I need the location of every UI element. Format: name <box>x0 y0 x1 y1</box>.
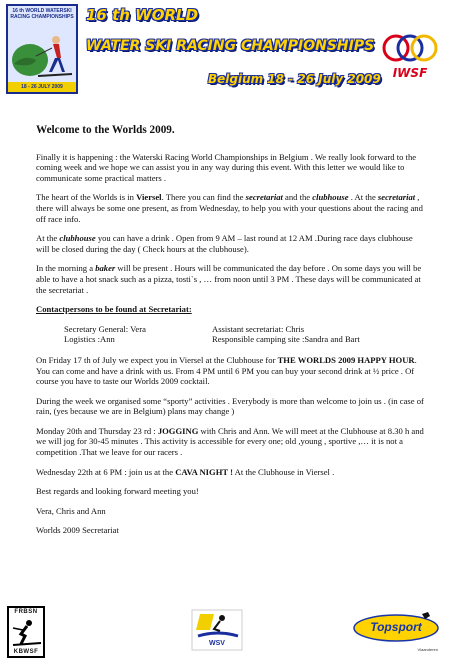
championship-logo-text: 16 th WORLD WATERSKI RACING CHAMPIONSHIPS <box>10 8 74 20</box>
paragraph-baker: In the morning a baker will be present . Hours will be communicated the day before . On some days you will be able to have a hot snack such as a pizza, tosti`s , … from noon until 3 PM . These days will be communicated at the secretariat . <box>36 263 422 295</box>
topsport-logo <box>352 612 440 652</box>
wsv-logo-text: WSV <box>209 640 225 647</box>
letter-body <box>36 125 428 545</box>
paragraph-activities: During the week we organised some “sporty” activities . Everybody is more than welcome to join us . (in case of rain, (yes because we are in Belgium) plans may change ) <box>36 395 424 417</box>
championship-logo-dates: 18 - 26 JULY 2009 <box>8 82 76 92</box>
iwsf-rings-icon <box>380 30 440 66</box>
skier-icon <box>9 618 43 648</box>
frbsn-top-text: FRBSN <box>14 609 38 615</box>
contact-camping: Responsible camping site :Sandra and Bart <box>212 334 360 345</box>
paragraph-regards: Best regards and looking forward meeting you! <box>36 486 199 497</box>
championship-logo <box>6 4 78 94</box>
wsv-emblem-icon <box>190 608 244 652</box>
header-line-3: Belgium 18 - 26 July 2009 <box>208 72 381 86</box>
paragraph-intro: Finally it is happening : the Waterski Racing World Championships in Belgium . We really look forward to the coming week and we hope we can assist you in any way during this event. With this letter we would like to communicate some practical matters . <box>36 151 417 183</box>
header-line-1: 16 th WORLD <box>86 6 199 24</box>
paragraph-jogging: Monday 20th and Thursday 23 rd : JOGGING with Chris and Ann. We will meet at the Clubhouse at 8.30 h and we will jog for 30-45 minutes . This activity is accessible for every one; old ,young , sportive ,… it is not a competition .That we leave for our racers . <box>36 425 424 458</box>
frbsn-bottom-text: KBWSF <box>13 649 39 655</box>
letter-title: Welcome to the Worlds 2009. <box>36 124 175 136</box>
contacts-table <box>36 324 428 345</box>
contact-secretary: Secretary General: Vera <box>64 323 146 334</box>
iwsf-logo-text: IWSF <box>392 66 428 80</box>
paragraph-viersel: The heart of the Worlds is in Viersel. There you can find the secretariat and the clubhouse . At the secretariat , there will always be some one present, as from Wednesday, to help you with your questions about the racing and off race info. <box>36 192 423 224</box>
skier-icon <box>8 30 76 82</box>
paragraph-happy-hour: On Friday 17 th of July we expect you in Viersel at the Clubhouse for THE WORLDS 2009 HAPPY HOUR. You can come and have a drink with us. From 4 PM until 6 PM you can buy your second drink at ½ price . Of course you have to taste our Worlds 2009 cocktail. <box>36 354 417 387</box>
contact-logistics: Logistics :Ann <box>64 334 115 345</box>
contact-assistant: Assistant secretariat: Chris <box>212 323 305 334</box>
topsport-sub-text: Vlaanderen <box>417 647 438 652</box>
topsport-logo-text: Topsport <box>370 620 422 634</box>
paragraph-secretariat: Worlds 2009 Secretariat <box>36 525 119 536</box>
wsv-logo <box>190 608 244 652</box>
contacts-heading: Contactpersons to be found at Secretariat: <box>36 304 192 315</box>
frbsn-logo <box>7 606 45 658</box>
paragraph-cava: Wednesday 22th at 6 PM : join us at the CAVA NIGHT ! At the Clubhouse in Viersel . <box>36 466 335 477</box>
iwsf-logo <box>380 30 440 82</box>
header-line-2: WATER SKI RACING CHAMPIONSHIPS <box>86 38 375 54</box>
paragraph-signatories: Vera, Chris and Ann <box>36 505 106 516</box>
paragraph-clubhouse: At the clubhouse you can have a drink . Open from 9 AM – last round at 12 AM .During race days clubhouse will be closed during the day ( Check hours at the clubhouse). <box>36 233 413 254</box>
